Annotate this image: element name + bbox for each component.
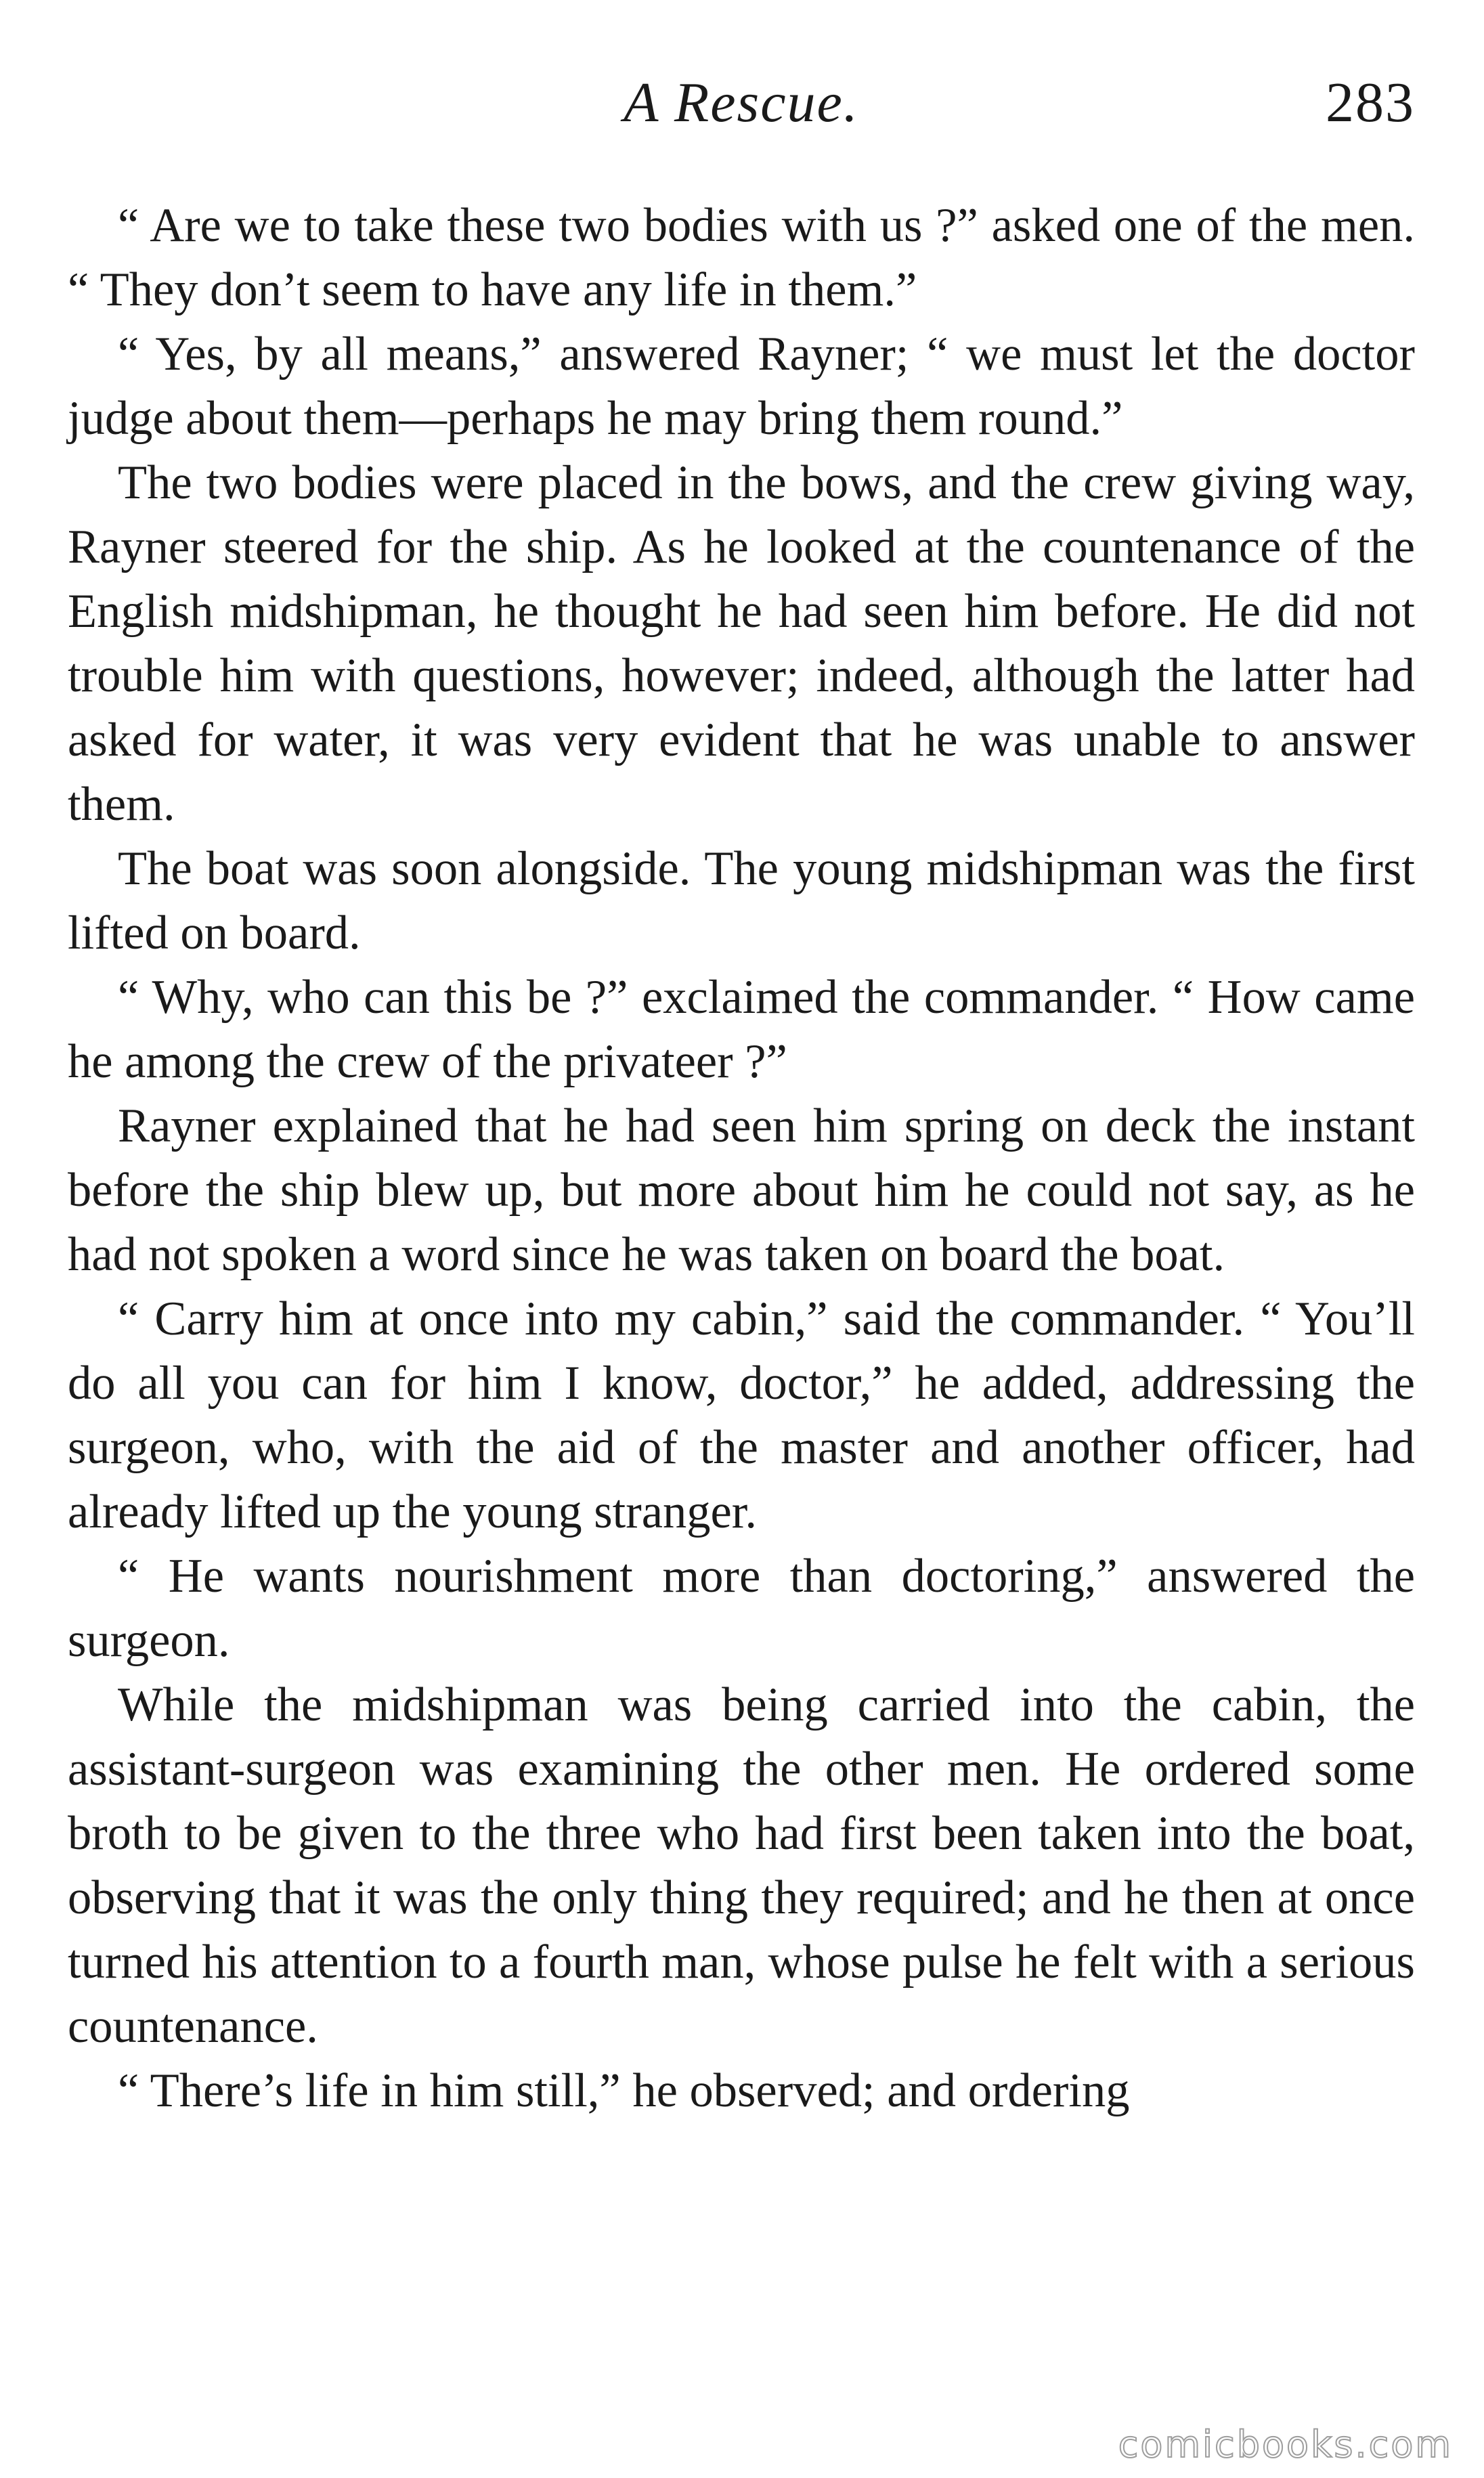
paragraph: The boat was soon alongside. The young midshipman was the first lifted on board.: [68, 842, 1415, 959]
paragraph: “ Carry him at once into my cabin,” said the commander. “ You’ll do all you can for him I know, doctor,” he added, addressing the surgeon, who, with the aid of the master and another officer, had already lifted up the young stranger.: [68, 1292, 1415, 1538]
running-head: [68, 62, 1415, 144]
paragraph: “ Are we to take these two bodies with us ?” asked one of the men. “ They don’t seem to have any life in them.”: [68, 199, 1415, 316]
watermark: comicbooks.com: [1118, 2423, 1453, 2466]
chapter-title: A Rescue.: [624, 71, 859, 134]
paragraph: “ He wants nourishment more than doctoring,” answered the surgeon.: [68, 1550, 1415, 1667]
paragraph: Rayner explained that he had seen him spring on deck the instant before the ship blew up, but more about him he could not say, as he had not spoken a word since he was taken on board the boat.: [68, 1100, 1415, 1281]
paragraph: The two bodies were placed in the bows, and the crew giving way, Rayner steered for the ship. As he looked at the countenance of the English midshipman, he thought he had seen him before. He did not trouble him with questions, however; indeed, although the latter had asked for water, it was very evident that he was unable to answer them.: [68, 456, 1415, 831]
paragraph: “ Yes, by all means,” answered Rayner; “ we must let the doctor judge about them—perhaps he may bring them round.”: [68, 328, 1415, 445]
paragraph: “ There’s life in him still,” he observed; and ordering: [118, 2064, 1130, 2117]
paragraph: “ Why, who can this be ?” exclaimed the commander. “ How came he among the crew of the privateer ?”: [68, 971, 1415, 1088]
body-text: [68, 194, 1415, 2123]
page-number: 283: [1326, 71, 1415, 134]
paragraph: While the midshipman was being carried into the cabin, the assistant-surgeon was examining the other men. He ordered some broth to be given to the three who had first been taken into the boat, observing that it was the only thing they required; and he then at once turned his attention to a fourth man, whose pulse he felt with a serious countenance.: [68, 1678, 1415, 2053]
